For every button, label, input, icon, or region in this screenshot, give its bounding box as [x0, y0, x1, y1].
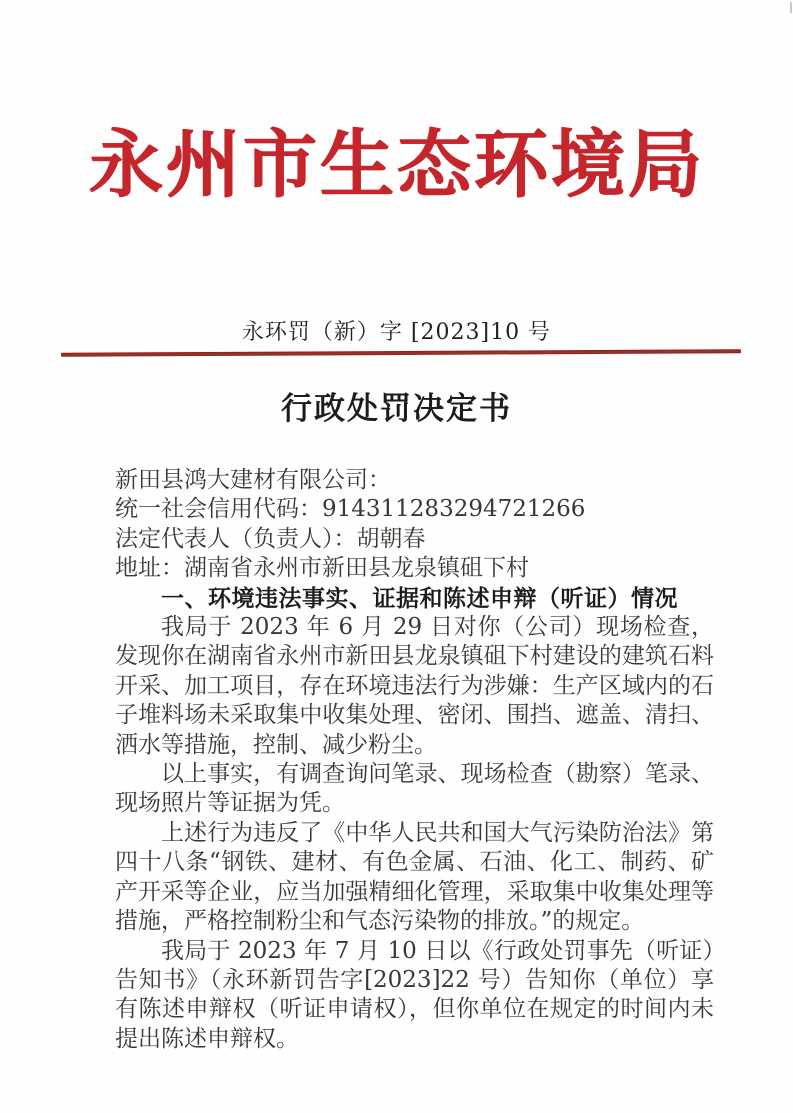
paragraph-inspection-facts: 我局于 2023 年 6 月 29 日对你（公司）现场检查，发现你在湖南省永州市新田县龙泉镇砠下村建设的建筑石料开采、加工项目，存在环境违法行为涉嫌：生产区域内的石子堆料场未采取集中收集处理、密闭、围挡、遮盖、清扫、洒水等措施，控制、减少粉尘。	[115, 614, 714, 758]
address-line: 地址：湖南省永州市新田县龙泉镇砠下村	[115, 555, 529, 582]
paragraph-prior-notice: 我局于 2023 年 7 月 10 日以《行政处罚事先（听证）告知书》（永环新罚告字[2023]22 号）告知你（单位）享有陈述申辩权（听证申请权），但你单位在规定的时间内未提出陈述申辩权。	[115, 937, 714, 1052]
document-body	[115, 466, 714, 1054]
legal-representative-line: 法定代表人（负责人）：胡朝春	[115, 525, 426, 552]
red-divider-line	[61, 349, 741, 357]
agency-title: 永州市生态环境局	[88, 122, 705, 208]
recipient-company-line: 新田县鸿大建材有限公司：	[115, 467, 391, 493]
scan-artifact-mark	[790, 2, 792, 13]
document-title: 行政处罚决定书	[281, 391, 512, 427]
paragraph-law-violated: 上述行为违反了《中华人民共和国大气污染防治法》第四十八条“钢铁、建材、有色金属、石油、化工、制药、矿产开采等企业，应当加强精细化管理，采取集中收集处理等措施，严格控制粉尘和气态污染物的排放。”的规定。	[115, 819, 714, 935]
paragraph-evidence: 以上事实，有调查询问笔录、现场检查（勘察）笔录、现场照片等证据为凭。	[115, 761, 714, 817]
section-one-heading: 一、环境违法事实、证据和陈述申辩（听证）情况	[161, 584, 678, 612]
credit-code-line: 统一社会信用代码：914311283294721266	[115, 496, 586, 523]
document-number: 永环罚（新）字 [2023]10 号	[241, 320, 552, 345]
